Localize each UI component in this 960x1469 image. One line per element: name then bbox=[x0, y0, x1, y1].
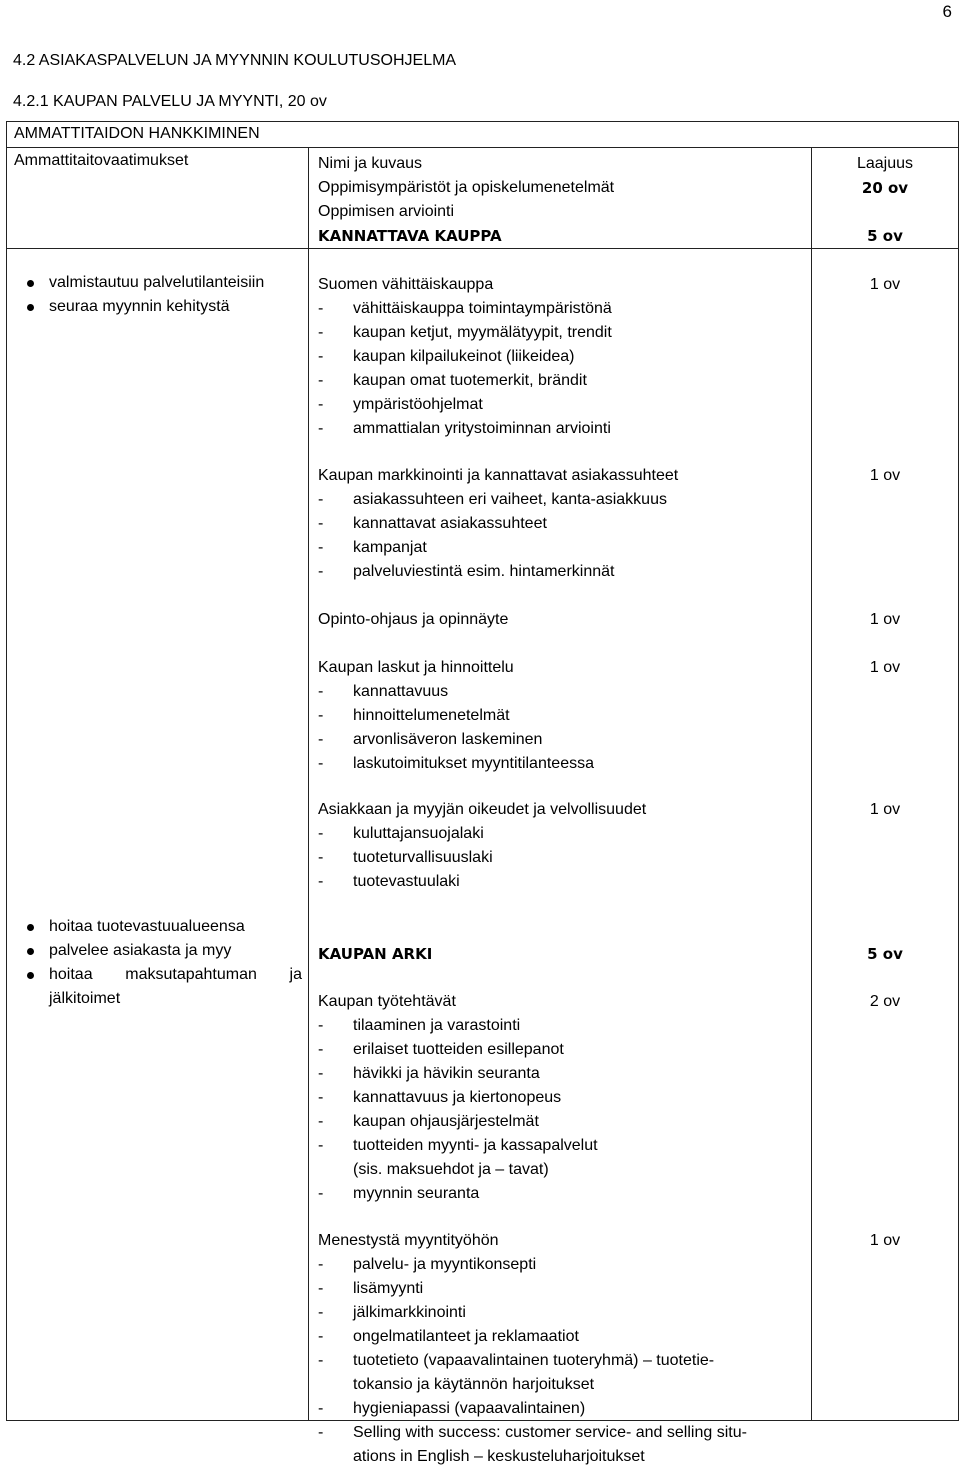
description-header-line: Oppimisympäristöt ja opiskelumenetelmät bbox=[318, 179, 615, 196]
module-item bbox=[318, 1421, 803, 1445]
module-item-text: tilaaminen ja varastointi bbox=[353, 1017, 521, 1034]
scope-total: 20 ov bbox=[861, 179, 909, 197]
dash-bullet: - bbox=[318, 683, 324, 700]
module-title: Suomen vähittäiskauppa bbox=[318, 276, 494, 293]
module-item-text: jälkimarkkinointi bbox=[353, 1304, 466, 1321]
dash-bullet: - bbox=[318, 1089, 324, 1106]
module-item bbox=[318, 1301, 803, 1325]
module-block bbox=[318, 608, 803, 632]
module-item bbox=[318, 1014, 803, 1038]
module-item bbox=[318, 728, 803, 752]
dash-bullet: - bbox=[318, 348, 324, 365]
dash-bullet: - bbox=[318, 539, 324, 556]
module-item bbox=[318, 704, 803, 728]
requirement-group bbox=[27, 271, 302, 319]
header-row bbox=[7, 148, 959, 249]
dash-bullet: - bbox=[318, 1113, 324, 1130]
module-item bbox=[318, 1253, 803, 1277]
requirement-item: valmistautuu palvelutilanteisiin bbox=[27, 271, 302, 295]
module-scope: 5 ov bbox=[867, 945, 903, 963]
module-item-text: ongelmatilanteet ja reklamaatiot bbox=[353, 1328, 579, 1345]
module-item bbox=[318, 560, 803, 584]
module-item-text: arvonlisäveron laskeminen bbox=[353, 731, 543, 748]
module-item bbox=[318, 1038, 803, 1062]
module-item bbox=[318, 1110, 803, 1134]
module-item-text: asiakassuhteen eri vaiheet, kanta-asiakkuus bbox=[353, 491, 667, 508]
requirements-cell bbox=[7, 249, 309, 1421]
module-item-text: (sis. maksuehdot ja – tavat) bbox=[353, 1161, 549, 1178]
module-item-text: ations in English – keskusteluharjoitukset bbox=[353, 1448, 645, 1465]
dash-bullet: - bbox=[318, 731, 324, 748]
module-title: Kaupan työtehtävät bbox=[318, 993, 456, 1010]
dash-bullet: - bbox=[318, 707, 324, 724]
curriculum-table bbox=[6, 121, 959, 1465]
module-item bbox=[318, 536, 803, 560]
module-item bbox=[318, 1373, 803, 1397]
requirement-group bbox=[27, 915, 302, 1011]
module-title: Kaupan markkinointi ja kannattavat asiakassuhteet bbox=[318, 467, 679, 484]
dash-bullet: - bbox=[318, 563, 324, 580]
module-item-text: Selling with success: customer service- and selling situ- bbox=[353, 1424, 747, 1441]
module-item-text: kaupan kilpailukeinot (liikeidea) bbox=[353, 348, 575, 365]
section-title: AMMATTITAIDON HANKKIMINEN bbox=[7, 122, 959, 148]
dash-bullet: - bbox=[318, 755, 324, 772]
module-item-text: ympäristöohjelmat bbox=[353, 396, 483, 413]
module-title: Menestystä myyntityöhön bbox=[318, 1232, 499, 1249]
module-item bbox=[318, 1445, 803, 1469]
dash-bullet: - bbox=[318, 300, 324, 317]
module-block bbox=[318, 942, 803, 966]
dash-bullet: - bbox=[318, 1424, 324, 1441]
module-item-text: myynnin seuranta bbox=[353, 1185, 480, 1202]
module-scope: 1 ov bbox=[869, 1232, 901, 1249]
module-scope: 2 ov bbox=[869, 993, 901, 1010]
first-module-title: KANNATTAVA KAUPPA bbox=[318, 227, 502, 245]
description-cell bbox=[309, 249, 812, 1465]
dash-bullet: - bbox=[318, 1256, 324, 1273]
module-title: KAUPAN ARKI bbox=[318, 945, 433, 963]
first-module-scope: 5 ov bbox=[867, 227, 903, 245]
module-title: Asiakkaan ja myyjän oikeudet ja velvollisuudet bbox=[318, 801, 647, 818]
dash-bullet: - bbox=[318, 873, 324, 890]
dash-bullet: - bbox=[318, 1137, 324, 1154]
module-item-text: tuotetieto (vapaavalintainen tuoteryhmä) – tuotetie- bbox=[353, 1352, 715, 1369]
module-block bbox=[318, 798, 803, 894]
module-scope: 1 ov bbox=[869, 801, 901, 818]
module-item bbox=[318, 1086, 803, 1110]
module-item bbox=[318, 752, 803, 776]
module-item-text: kuluttajansuojalaki bbox=[353, 825, 484, 842]
module-item bbox=[318, 345, 803, 369]
requirements-header: Ammattitaitovaatimukset bbox=[7, 148, 309, 249]
description-header-line: Nimi ja kuvaus bbox=[318, 155, 423, 172]
module-item bbox=[318, 1349, 803, 1373]
module-item-text: kannattavat asiakassuhteet bbox=[353, 515, 547, 532]
dash-bullet: - bbox=[318, 1017, 324, 1034]
module-item-text: tokansio ja käytännön harjoitukset bbox=[353, 1376, 595, 1393]
module-block bbox=[318, 990, 803, 1206]
dash-bullet: - bbox=[318, 491, 324, 508]
module-item bbox=[318, 1158, 803, 1182]
module-item bbox=[318, 512, 803, 536]
module-item bbox=[318, 1277, 803, 1301]
module-scope: 1 ov bbox=[869, 659, 901, 676]
module-item bbox=[318, 321, 803, 345]
dash-bullet: - bbox=[318, 324, 324, 341]
page-number: 6 bbox=[942, 2, 952, 21]
dash-bullet: - bbox=[318, 825, 324, 842]
module-item-text: vähittäiskauppa toimintaympäristönä bbox=[353, 300, 612, 317]
module-item-text: tuoteturvallisuuslaki bbox=[353, 849, 493, 866]
module-item-text: kampanjat bbox=[353, 539, 427, 556]
module-block bbox=[318, 656, 803, 776]
requirement-item: hoitaa tuotevastuualueensa bbox=[27, 915, 302, 939]
module-item-text: palveluviestintä esim. hintamerkinnät bbox=[353, 563, 615, 580]
description-header bbox=[309, 148, 812, 249]
dash-bullet: - bbox=[318, 1400, 324, 1417]
module-item bbox=[318, 1134, 803, 1158]
module-block bbox=[318, 1229, 803, 1469]
module-block bbox=[318, 273, 803, 441]
dash-bullet: - bbox=[318, 420, 324, 437]
scope-label: Laajuus bbox=[856, 155, 914, 172]
module-scope: 1 ov bbox=[869, 611, 901, 628]
subsection-heading: 4.2.1 KAUPAN PALVELU JA MYYNTI, 20 ov bbox=[13, 93, 327, 110]
module-item-text: laskutoimitukset myyntitilanteessa bbox=[353, 755, 594, 772]
module-item-text: kaupan omat tuotemerkit, brändit bbox=[353, 372, 587, 389]
dash-bullet: - bbox=[318, 1280, 324, 1297]
module-item-text: hävikki ja hävikin seuranta bbox=[353, 1065, 540, 1082]
dash-bullet: - bbox=[318, 1304, 324, 1321]
body-row bbox=[7, 249, 959, 1421]
module-item-text: hinnoittelumenetelmät bbox=[353, 707, 510, 724]
dash-bullet: - bbox=[318, 1352, 324, 1369]
module-item bbox=[318, 297, 803, 321]
module-item bbox=[318, 870, 803, 894]
dash-bullet: - bbox=[318, 1041, 324, 1058]
module-item-text: kaupan ketjut, myymälätyypit, trendit bbox=[353, 324, 612, 341]
module-item-text: tuotteiden myynti- ja kassapalvelut bbox=[353, 1137, 598, 1154]
module-item bbox=[318, 680, 803, 704]
section-title-row bbox=[7, 122, 959, 148]
dash-bullet: - bbox=[318, 1185, 324, 1202]
dash-bullet: - bbox=[318, 372, 324, 389]
module-item-text: hygieniapassi (vapaavalintainen) bbox=[353, 1400, 586, 1417]
module-item bbox=[318, 1397, 803, 1421]
module-item-text: tuotevastuulaki bbox=[353, 873, 460, 890]
dash-bullet: - bbox=[318, 1328, 324, 1345]
module-item bbox=[318, 488, 803, 512]
module-scope: 1 ov bbox=[869, 276, 901, 293]
dash-bullet: - bbox=[318, 396, 324, 413]
module-item bbox=[318, 846, 803, 870]
scope-cell bbox=[812, 249, 959, 1421]
description-header-line: Oppimisen arviointi bbox=[318, 203, 455, 220]
module-item bbox=[318, 369, 803, 393]
module-item-text: kaupan ohjausjärjestelmät bbox=[353, 1113, 539, 1130]
requirement-item: palvelee asiakasta ja myy bbox=[27, 939, 302, 963]
module-item-text: kannattavuus ja kiertonopeus bbox=[353, 1089, 562, 1106]
module-item bbox=[318, 1325, 803, 1349]
module-item bbox=[318, 822, 803, 846]
module-item bbox=[318, 393, 803, 417]
module-item-text: kannattavuus bbox=[353, 683, 449, 700]
module-item-text: palvelu- ja myyntikonsepti bbox=[353, 1256, 537, 1273]
section-heading: 4.2 ASIAKASPALVELUN JA MYYNNIN KOULUTUSOHJELMA bbox=[13, 52, 457, 69]
module-item-text: erilaiset tuotteiden esillepanot bbox=[353, 1041, 564, 1058]
module-item-text: ammattialan yritystoiminnan arviointi bbox=[353, 420, 611, 437]
module-block bbox=[318, 464, 803, 584]
dash-bullet: - bbox=[318, 849, 324, 866]
module-item bbox=[318, 1062, 803, 1086]
requirement-item: seuraa myynnin kehitystä bbox=[27, 295, 302, 319]
module-item bbox=[318, 417, 803, 441]
requirement-item: hoitaa maksutapahtuman ja jälkitoimet bbox=[27, 963, 302, 1011]
module-scope: 1 ov bbox=[869, 467, 901, 484]
module-title: Kaupan laskut ja hinnoittelu bbox=[318, 659, 514, 676]
dash-bullet: - bbox=[318, 515, 324, 532]
dash-bullet: - bbox=[318, 1065, 324, 1082]
module-item bbox=[318, 1182, 803, 1206]
scope-header bbox=[812, 148, 959, 249]
module-item-text: lisämyynti bbox=[353, 1280, 424, 1297]
module-title: Opinto-ohjaus ja opinnäyte bbox=[318, 611, 509, 628]
